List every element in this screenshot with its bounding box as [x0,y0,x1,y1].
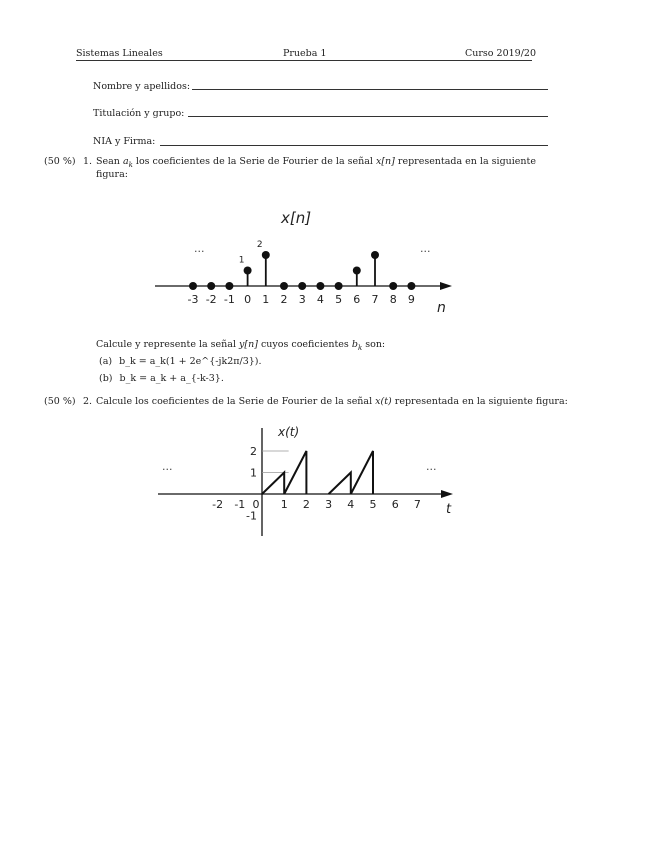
course-year: Curso 2019/20 [465,48,537,59]
nia-field-line[interactable] [160,145,548,146]
signal-period [329,451,373,494]
problem2-number: 2. [83,396,93,407]
t-tick-label: 6 [391,498,399,511]
xn-axis-label: n [437,300,446,316]
n-tick-label: -1 [223,293,235,306]
stem-marker [207,282,215,290]
xt-axis-label: t [446,502,452,517]
y-tick-label: -1 [246,509,257,523]
stem-marker [189,282,197,290]
problem1-question: Calcule y represente la señal y[n] cuyos coeficientes $b_k$ son: [96,339,386,352]
problem1-statement-end: figura: [96,169,128,180]
n-tick-label: 1 [262,293,270,306]
n-tick-label: -3 [187,293,199,306]
stem-marker [371,251,379,259]
n-tick-label: 7 [371,293,379,306]
xt-ellipsis-right: ... [426,460,437,473]
n-tick-label: 6 [353,293,361,306]
y-tick-label: 1 [250,466,257,480]
part-a-equation: b_k = a_k(1 + 2e^{-jk2π/3}). [119,356,262,367]
n-tick-label: 0 [244,293,252,306]
problem1-statement: Sean $a_k$ los coeficientes de la Serie de Fourier de la señal x[n] representada en la siguiente [96,156,536,169]
stem-marker [280,282,288,290]
t-tick-label: 2 [302,498,310,511]
part-b [99,372,224,385]
stem-plot-xn [150,200,460,320]
degree-field-line[interactable] [188,116,548,117]
stem-marker [335,282,343,290]
n-tick-label: 8 [389,293,397,306]
y-tick-label: 2 [250,445,257,458]
name-field-label: Nombre y apellidos: [93,81,191,92]
problem1-number: 1. [83,156,93,167]
stem-marker [316,282,324,290]
stem-marker [262,251,270,259]
n-tick-label: 9 [407,293,415,306]
t-tick-label: 0 [252,498,260,511]
nia-field-label: NIA y Firma: [93,136,156,147]
t-tick-label: 5 [369,498,377,511]
line-plot-xt [150,420,470,540]
part-b-label: (b) [99,373,113,384]
n-tick-label: -2 [205,293,217,306]
t-tick-label: 7 [413,498,421,511]
degree-field-label: Titulación y grupo: [93,108,185,119]
test-name: Prueba 1 [283,48,327,59]
xn-title: x[n] [281,209,312,227]
course-name: Sistemas Lineales [76,48,163,59]
xn-ellipsis-right: ... [420,242,431,255]
n-tick-label: 3 [298,293,306,306]
n-axis-arrow [440,282,452,290]
part-a-label: (a) [99,356,113,367]
problem1-weight: (50 %) [44,156,76,167]
xn-ellipsis-left: ... [194,242,205,255]
stem-value-label: 1 [238,255,245,266]
stem-marker [298,282,306,290]
t-axis-arrow [441,490,453,498]
stem-marker [225,282,233,290]
n-tick-label: 5 [335,293,343,306]
problem2-weight: (50 %) [44,396,76,407]
part-b-equation: b_k = a_k + a_{-k-3}. [119,373,224,384]
t-tick-label: -2 [212,498,224,511]
n-tick-label: 4 [316,293,324,306]
problem2-statement: Calcule los coeficientes de la Serie de Fourier de la señal x(t) representada en la siguiente figura: [96,396,568,407]
stem-marker [244,267,252,275]
stem-marker [407,282,415,290]
stem-value-label: 2 [256,240,263,250]
stem-marker [389,282,397,290]
name-field-line[interactable] [192,89,548,90]
stem-marker [353,267,361,275]
xt-title: x(t) [278,425,300,439]
part-a [99,355,262,368]
t-tick-label: 4 [347,498,355,511]
xt-ellipsis-left: ... [162,460,173,473]
n-tick-label: 2 [280,293,288,306]
t-tick-label: 3 [325,498,333,511]
header-rule [76,60,532,61]
t-tick-label: 1 [280,498,288,511]
t-tick-label: -1 [234,498,246,511]
